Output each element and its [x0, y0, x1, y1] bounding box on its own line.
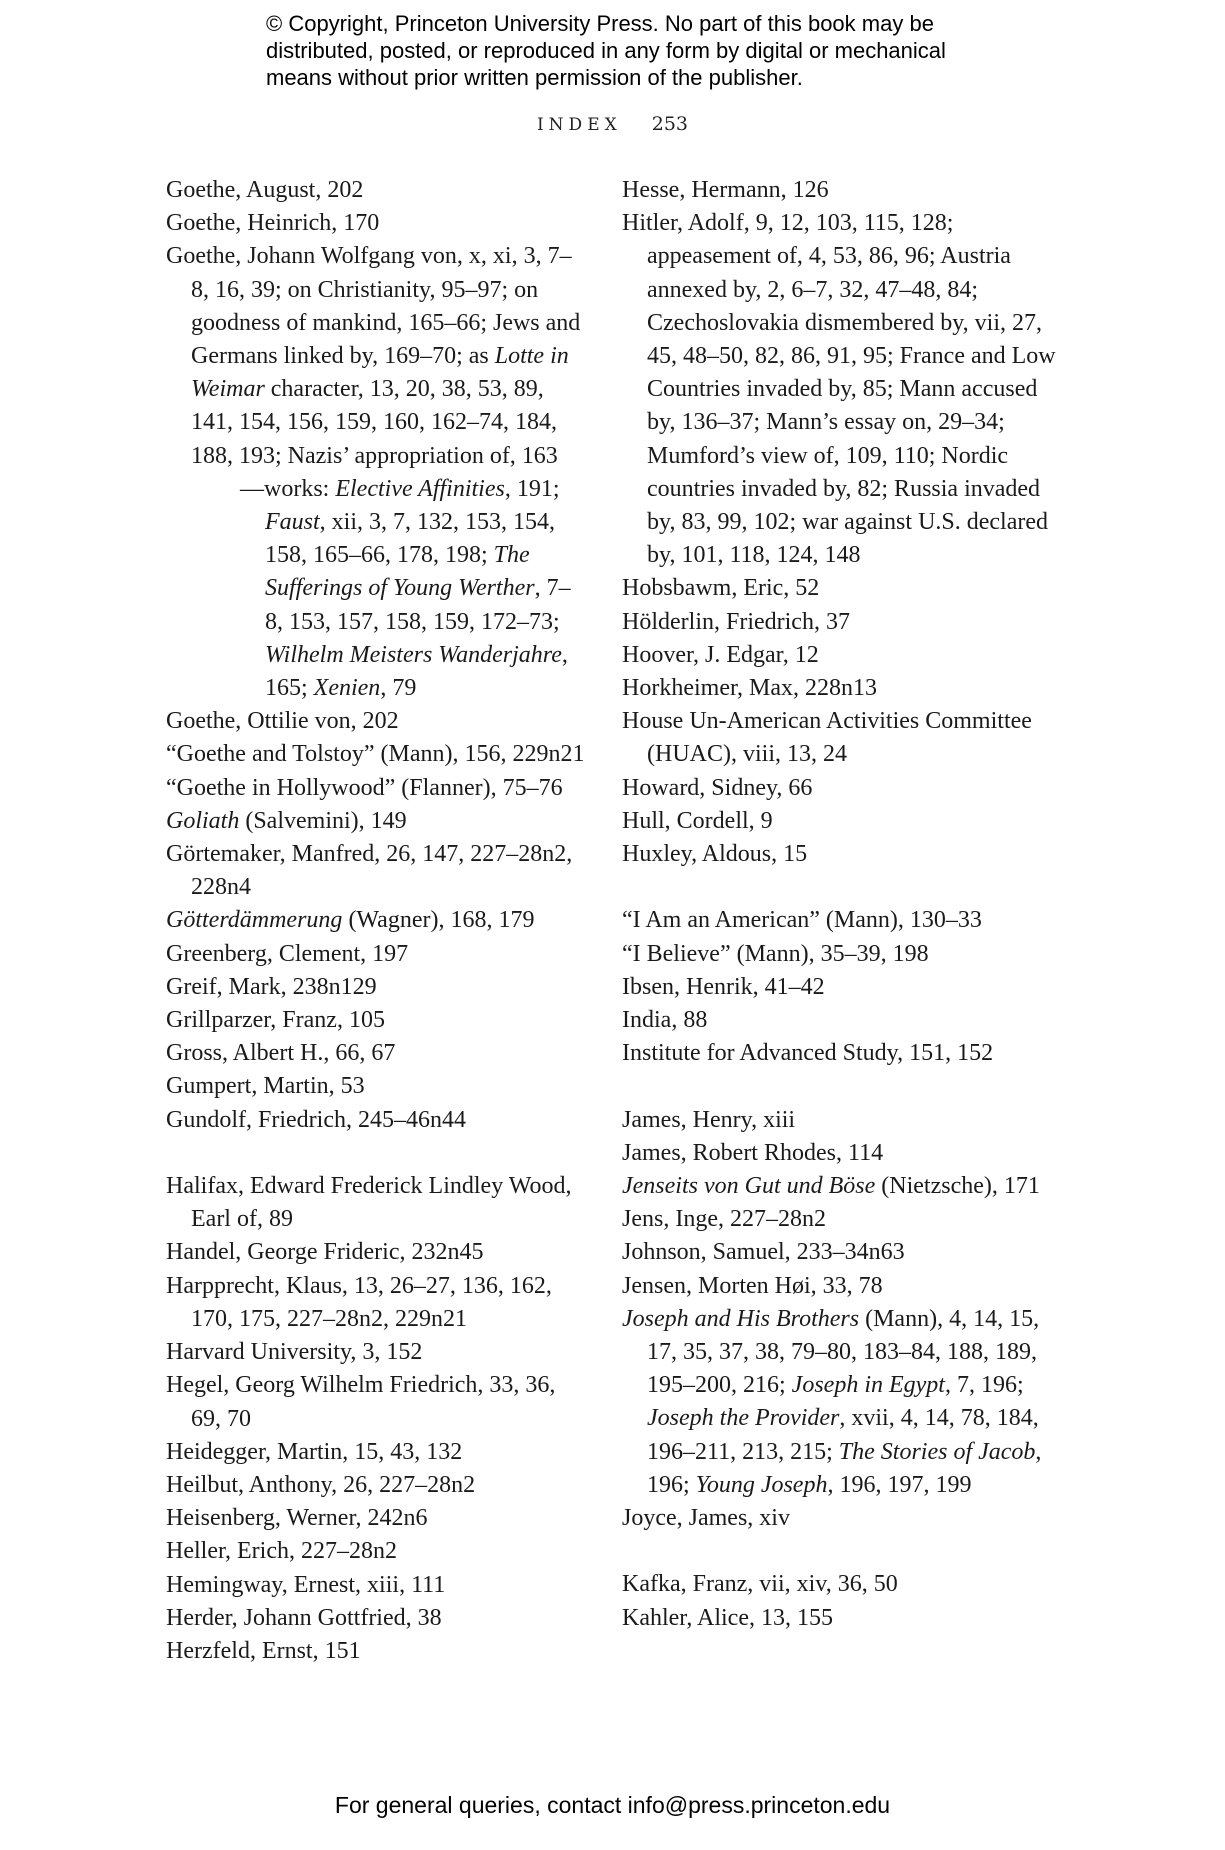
index-entry: Greif, Mark, 238n129 — [166, 973, 377, 1000]
index-entry: Goethe, Heinrich, 170 — [166, 210, 380, 237]
index-entry: Kahler, Alice, 13, 155 — [622, 1604, 833, 1631]
index-entry: Heisenberg, Werner, 242n6 — [166, 1505, 428, 1532]
index-entry: Gumpert, Martin, 53 — [166, 1073, 365, 1100]
index-entry: Jenseits von Gut und Böse (Nietzsche), 171 — [622, 1173, 1040, 1200]
copyright-line: © Copyright, Princeton University Press. No part of this book may be — [266, 11, 934, 36]
index-entry: Hoover, J. Edgar, 12 — [622, 641, 819, 668]
index-entry: James, Henry, xiii — [622, 1106, 796, 1133]
index-entry: Harvard University, 3, 152 — [166, 1339, 423, 1366]
index-entry: Jensen, Morten Høi, 33, 78 — [622, 1272, 883, 1299]
index-entry: Herzfeld, Ernst, 151 — [166, 1637, 361, 1664]
index-entry: Götterdämmerung (Wagner), 168, 179 — [166, 907, 535, 934]
running-head — [0, 113, 1225, 135]
index-entry: Institute for Advanced Study, 151, 152 — [622, 1040, 994, 1067]
index-entry: Heilbut, Anthony, 26, 227–28n2 — [166, 1471, 476, 1498]
index-entry: Johnson, Samuel, 233–34n63 — [622, 1239, 905, 1266]
index-entry: Kafka, Franz, vii, xiv, 36, 50 — [622, 1571, 898, 1598]
index-entry: Horkheimer, Max, 228n13 — [622, 675, 877, 702]
index-entry: Goethe, Ottilie von, 202 — [166, 708, 399, 735]
index-entry: Hobsbawm, Eric, 52 — [622, 575, 820, 602]
index-entry: Gross, Albert H., 66, 67 — [166, 1040, 396, 1067]
index-entry: “Goethe in Hollywood” (Flanner), 75–76 — [166, 774, 563, 801]
letter-group-gap — [166, 1137, 586, 1170]
index-entry: Hesse, Hermann, 126 — [622, 177, 829, 203]
index-entry: “I Believe” (Mann), 35–39, 198 — [622, 940, 929, 967]
index-entry: “Goethe and Tolstoy” (Mann), 156, 229n21 — [166, 741, 585, 768]
index-entry: Huxley, Aldous, 15 — [622, 841, 808, 868]
letter-group-gap — [622, 1535, 1062, 1568]
index-entry: Handel, George Frideric, 232n45 — [166, 1239, 484, 1266]
copyright-notice — [266, 10, 1026, 91]
index-entry: Goethe, Johann Wolfgang von, x, xi, 3, 7–8, 16, 39; on Christianity, 95–97; on goodness of mankind, 165–66; Jews and Germans linked by, 169–70; as Lotte in Weimar character, 13, 20, 38, 53, 89, 141, 154, 156, 159, 160, 162–74, 184, 188, 193; Nazis’ appropriation of, 163 — [166, 243, 581, 469]
index-entry: Hegel, Georg Wilhelm Friedrich, 33, 36, 69, 70 — [166, 1372, 556, 1432]
index-entry: Joyce, James, xiv — [622, 1505, 790, 1532]
page-number: 253 — [651, 113, 689, 135]
footer-contact: For general queries, contact info@press.princeton.edu — [334, 1792, 891, 1818]
index-entry: Hitler, Adolf, 9, 12, 103, 115, 128; appeasement of, 4, 53, 86, 96; Austria annexed by, 2, 6–7, 32, 47–48, 84; Czechoslovakia dismembered by, vii, 27, 45, 48–50, 82, 86, 91, 95; France and Low Countries invaded by, 85; Mann accused by, 136–37; Mann’s essay on, 29–34; Mumford’s view of, 109, 110; Nordic countries invaded by, 82; Russia invaded by, 83, 99, 102; war against U.S. declared by, 101, 118, 124, 148 — [622, 210, 1056, 569]
index-entry: Halifax, Edward Frederick Lindley Wood, Earl of, 89 — [166, 1173, 572, 1233]
index-entry: Goethe, August, 202 — [166, 177, 364, 203]
index-entry: Heidegger, Martin, 15, 43, 132 — [166, 1438, 463, 1465]
running-head-label: INDEX — [536, 115, 622, 135]
index-entry: “I Am an American” (Mann), 130–33 — [622, 907, 982, 934]
index-entry: Görtemaker, Manfred, 26, 147, 227–28n2, 228n4 — [166, 841, 573, 901]
index-entry: James, Robert Rhodes, 114 — [622, 1139, 884, 1166]
index-entry: Harpprecht, Klaus, 13, 26–27, 136, 162, 170, 175, 227–28n2, 229n21 — [166, 1272, 552, 1332]
index-entry: India, 88 — [622, 1007, 708, 1034]
index-entry: Greenberg, Clement, 197 — [166, 940, 409, 967]
index-column-right — [622, 174, 1062, 1635]
index-entry: Heller, Erich, 227–28n2 — [166, 1538, 397, 1565]
index-entry: Hemingway, Ernest, xiii, 111 — [166, 1571, 446, 1598]
index-entry: Grillparzer, Franz, 105 — [166, 1007, 385, 1034]
index-entry: Gundolf, Friedrich, 245–46n44 — [166, 1106, 466, 1133]
letter-group-gap — [622, 1070, 1062, 1103]
index-entry: Goliath (Salvemini), 149 — [166, 807, 407, 834]
index-entry: Ibsen, Henrik, 41–42 — [622, 973, 825, 1000]
index-entry: Howard, Sidney, 66 — [622, 774, 813, 801]
copyright-line: distributed, posted, or reproduced in any form by digital or mechanical — [266, 38, 946, 63]
index-column-left — [166, 174, 586, 1668]
index-entry: Herder, Johann Gottfried, 38 — [166, 1604, 442, 1631]
index-entry: Jens, Inge, 227–28n2 — [622, 1206, 826, 1233]
index-entry: House Un-American Activities Committee (HUAC), viii, 13, 24 — [622, 708, 1032, 768]
index-entry: Hull, Cordell, 9 — [622, 807, 773, 834]
index-entry: Joseph and His Brothers (Mann), 4, 14, 15, 17, 35, 37, 38, 79–80, 183–84, 188, 189, 195–200, 216; Joseph in Egypt, 7, 196; Joseph the Provider, xvii, 4, 14, 78, 184, 196–211, 213, 215; The Stories of Jacob, 196; Young Joseph, 196, 197, 199 — [622, 1305, 1042, 1498]
index-entry: Hölderlin, Friedrich, 37 — [622, 608, 850, 635]
copyright-line: means without prior written permission of the publisher. — [266, 65, 803, 90]
letter-group-gap — [622, 871, 1062, 904]
index-subentry: —works: Elective Affinities, 191; Faust, xii, 3, 7, 132, 153, 154, 158, 165–66, 178, 198; The Sufferings of Young Werther, 7–8, 153, 157, 158, 159, 172–73; Wilhelm Meisters Wanderjahre, 165; Xenien, 79 — [240, 475, 571, 702]
